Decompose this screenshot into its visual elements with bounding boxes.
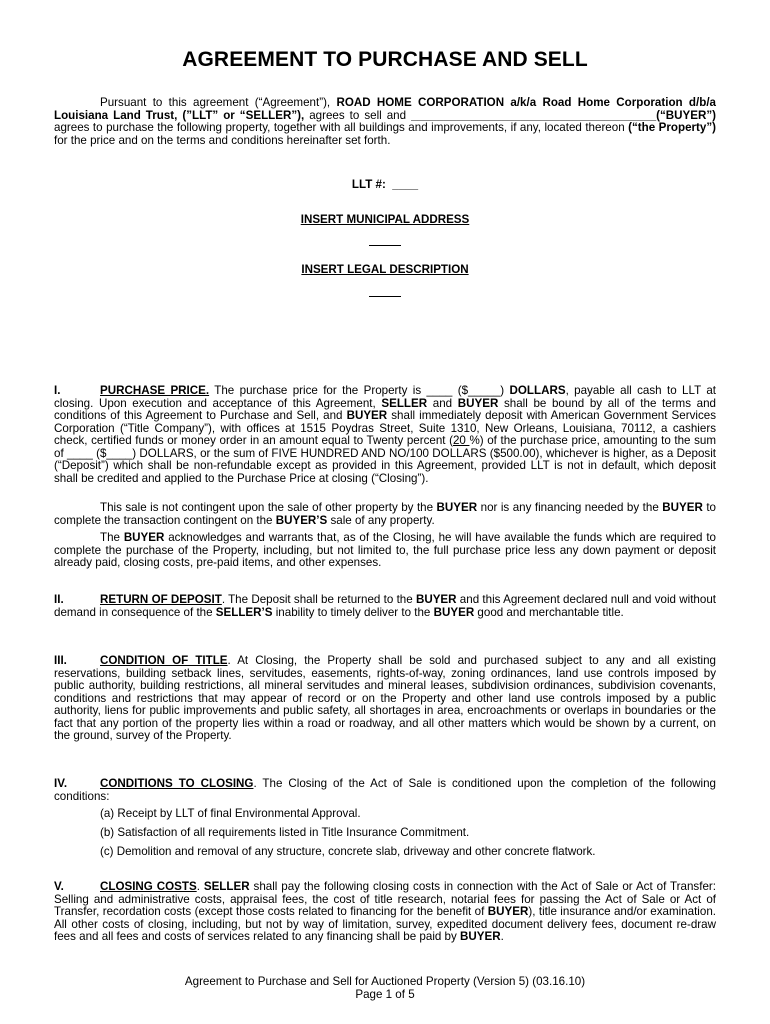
intro-text: agrees to sell and bbox=[304, 108, 412, 122]
intro-text: Pursuant to this agreement (“Agreement”), bbox=[100, 96, 337, 109]
section-title: PURCHASE PRICE. bbox=[100, 384, 210, 397]
section-return-of-deposit: II. RETURN OF DEPOSIT. The Deposit shall be returned to the BUYER and this Agreement declared null and void without demand in consequence of the SELLER’S inability to timely deliver to the BUYER good and merchantable title. bbox=[54, 593, 716, 619]
condition-item: (c) Demolition and removal of any structure, concrete slab, driveway and other concrete flatwork. bbox=[100, 845, 596, 858]
llt-blank: ____ bbox=[392, 178, 419, 191]
description-rule bbox=[54, 287, 716, 300]
footer-version: Agreement to Purchase and Sell for Auctioned Property (Version 5) (03.16.10) bbox=[184, 975, 586, 988]
document-title: AGREEMENT TO PURCHASE AND SELL bbox=[182, 48, 588, 71]
section-number: II. bbox=[54, 593, 64, 606]
llt-number bbox=[54, 178, 716, 191]
buyer-blank: ______________________________________(“BUYER”) bbox=[411, 108, 716, 122]
intro-paragraph bbox=[54, 97, 716, 147]
legal-description: INSERT LEGAL DESCRIPTION bbox=[301, 263, 469, 276]
section-number: I. bbox=[54, 384, 61, 397]
section-closing-costs: V. CLOSING COSTS. SELLER shall pay the following closing costs in connection with the Act of Sale or Act of Transfer: Selling and administrative costs, appraisal fees, the cost of title research, notarial fees for passing the Act of Sale or Act of Transfer, recordation costs (except those costs related to financing for the benefit of BUYER), title insurance and/or examination. All other costs of closing, including, but not by way of limitation, survey, expedited document delivery fees, document re-draw fees and all fees and costs of services related to any financing shall be paid by BUYER. bbox=[54, 880, 716, 943]
section-condition-of-title: III. CONDITION OF TITLE. At Closing, the Property shall be sold and purchased subject to any and all existing reservations, building setback lines, servitudes, easements, rights-of-way, zoning ordinances, land use controls imposed by public authority, building restrictions, all mineral servitudes and mineral leases, subdivision ordinances, subdivision covenants, conditions and restrictions that may appear of record or on the Property and other land use controls imposed by a public authority, liens for public improvements and public safety, all shortages in area, encroachments or overlaps in boundaries or the fact that any portion of the property lies within a road or roadway, and all other matters which would be shown by a current, on the ground, survey of the Property. bbox=[54, 654, 717, 742]
condition-item: (b) Satisfaction of all requirements listed in Title Insurance Commitment. bbox=[100, 826, 470, 839]
section-number: V. bbox=[54, 880, 64, 893]
section-number: IV. bbox=[54, 777, 68, 790]
section-title: CONDITIONS TO CLOSING bbox=[100, 777, 254, 790]
municipal-address: INSERT MUNICIPAL ADDRESS bbox=[300, 213, 470, 226]
section-purchase-price: I. PURCHASE PRICE. The purchase price for the Property is ____ ($_____) DOLLARS, payable all cash to LLT at closing. Upon execution and acceptance of this Agreement, SELLER and BUYER shall be bound by all of the terms and conditions of this Agreement to Purchase and Sell, and BUYER shall immediately deposit with American Government Services Corporation (“Title Company”), with offices at 1515 Poydras Street, Suite 1310, New Orleans, Louisiana, 70112, a cashiers check, certified funds or money order in an amount equal to Twenty percent (20 %) of the purchase price, amounting to the sum of ____ ($____) DOLLARS, or the sum of FIVE HUNDRED AND NO/100 DOLLARS ($500.00), whichever is higher, as a Deposit (“Deposit”) which shall be non-refundable except as provided in this Agreement, provided LLT is not in default, which deposit shall be credited and applied to the Purchase Price at closing (“Closing”). bbox=[54, 384, 716, 485]
page-number: Page 1 of 5 bbox=[355, 988, 415, 1001]
contingency-paragraph: This sale is not contingent upon the sale of other property by the BUYER nor is any financing needed by the BUYER to complete the transaction contingent on the BUYER’S sale of any property. bbox=[54, 501, 716, 527]
seller-name: ROAD HOME CORPORATION a/k/a Road Home Corporation d/b/a Louisiana Land Trust, (”LLT” or “SELLER”), bbox=[54, 96, 716, 122]
intro-text: for the price and on the terms and conditions hereinafter set forth. bbox=[54, 133, 391, 147]
section-title: CLOSING COSTS bbox=[100, 880, 197, 893]
intro-text: agrees to purchase the following property, together with all buildings and improvements, if any, located thereon bbox=[54, 121, 629, 134]
address-rule bbox=[54, 236, 716, 249]
section-conditions-to-closing: IV. CONDITIONS TO CLOSING. The Closing of the Act of Sale is conditioned upon the completion of the following conditions: bbox=[54, 777, 716, 803]
section-title: CONDITION OF TITLE bbox=[100, 654, 228, 667]
section-title: RETURN OF DEPOSIT bbox=[100, 593, 222, 606]
property-term: (“the Property”) bbox=[628, 121, 717, 134]
condition-item: (a) Receipt by LLT of final Environmental Approval. bbox=[100, 807, 361, 820]
funds-warranty-paragraph: The BUYER acknowledges and warrants that, as of the Closing, he will have available the funds which are required to complete the purchase of the Property, including, but not limited to, the full purchase price less any down payment or deposit already paid, closing costs, pre-paid items, and other expenses. bbox=[54, 531, 716, 569]
llt-label: LLT #: bbox=[351, 178, 386, 191]
section-number: III. bbox=[54, 654, 67, 667]
